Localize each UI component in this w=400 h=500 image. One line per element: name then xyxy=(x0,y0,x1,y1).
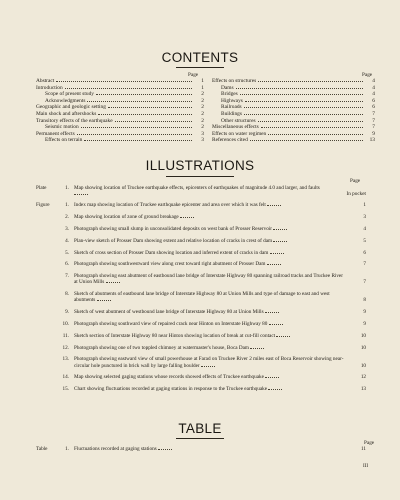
toc-entry-page: 3 xyxy=(201,130,204,137)
toc-entry-title: Miscellaneous effects xyxy=(212,124,259,131)
toc-entry xyxy=(212,85,375,92)
illustration-entry xyxy=(36,446,366,452)
illustration-entry xyxy=(36,386,366,392)
entry-type-label: Plate xyxy=(36,185,47,191)
toc-entry-title: Scope of present study xyxy=(45,91,94,98)
toc-leader-dots xyxy=(258,121,363,122)
illustration-entry xyxy=(36,273,366,285)
toc-entry-title: Transitory effects of the earthquake xyxy=(36,117,113,124)
toc-leader-dots xyxy=(261,127,363,128)
toc-leader-dots xyxy=(245,101,363,102)
toc-leader-dots xyxy=(65,88,192,89)
contents-rule xyxy=(176,67,224,68)
caption-leader-dots xyxy=(201,363,215,367)
caption-leader-dots xyxy=(267,202,281,206)
illustration-entry xyxy=(36,356,366,368)
entry-page: 4 xyxy=(363,226,366,232)
illustrations-rule xyxy=(166,176,234,177)
entry-number: 4. xyxy=(65,237,69,244)
illustration-entry xyxy=(36,226,366,232)
entry-number: 7. xyxy=(65,273,69,280)
entry-type-label xyxy=(36,238,59,244)
entry-page: 1 xyxy=(363,202,366,209)
toc-entry-title: Effects on structures xyxy=(212,78,257,84)
entry-caption: Plan-view sketch of Prosser Dam showing extent and relative location of cracks in crest of dam xyxy=(74,238,366,244)
toc-leader-dots xyxy=(81,127,192,128)
illustration-entry xyxy=(36,238,366,244)
entry-page: 8 xyxy=(363,297,366,304)
toc-entry-page: 4 xyxy=(372,91,375,98)
caption-leader-dots xyxy=(268,386,282,390)
entry-caption: Fluctuations recorded at gaging stations xyxy=(74,446,366,452)
entry-number: 1. xyxy=(65,185,69,191)
illustration-entry xyxy=(36,250,366,256)
entry-caption: Map showing location of zone of ground breakage xyxy=(74,214,366,220)
entry-page: 12 xyxy=(360,374,366,381)
toc-entry xyxy=(212,104,375,111)
toc-entry-page: 1 xyxy=(201,84,204,91)
entry-number: 8. xyxy=(65,291,69,298)
entry-number: 12. xyxy=(62,344,69,351)
illustrations-heading: ILLUSTRATIONS xyxy=(145,158,255,173)
entry-type-label xyxy=(36,374,59,380)
entry-caption: Chart showing fluctuations recorded at gaging stations in response to the Truckee earthquake xyxy=(74,386,366,392)
toc-entry-page: 2 xyxy=(201,117,204,124)
toc-entry-title: Introduction xyxy=(36,84,63,91)
toc-entry-title: Effects on terrain xyxy=(45,137,83,144)
toc-entry-title: Buildings xyxy=(221,110,242,117)
illustration-entry xyxy=(36,321,366,327)
illustration-entry xyxy=(36,291,366,303)
illustration-entry xyxy=(36,202,366,208)
entry-page: 10 xyxy=(360,344,366,351)
toc-leader-dots xyxy=(84,140,192,141)
toc-entry-title: Highways xyxy=(221,97,243,104)
toc-entry-title: Effects on water regimen xyxy=(212,130,267,137)
entry-type-label xyxy=(36,250,59,256)
toc-entry xyxy=(36,98,204,105)
entry-page: 10 xyxy=(360,362,366,369)
caption-leader-dots xyxy=(273,238,287,242)
entry-type-label: Table xyxy=(36,446,48,452)
toc-entry-title: Seismic motion xyxy=(45,124,79,131)
entry-type-label xyxy=(36,309,59,315)
caption-leader-dots xyxy=(97,297,111,301)
entry-caption: Sketch of cross section of Prosser Dam showing location and inferred extent of cracks in dam xyxy=(74,250,366,256)
caption-leader-dots xyxy=(74,191,88,195)
contents-left-column xyxy=(36,78,204,144)
toc-entry-title: Abstract xyxy=(36,78,55,84)
toc-entry xyxy=(36,78,204,85)
entry-number: 6. xyxy=(65,261,69,268)
toc-entry-title: Railroads xyxy=(221,104,242,111)
toc-leader-dots xyxy=(87,101,192,102)
entry-page: 10 xyxy=(360,332,366,339)
toc-entry-title: Main shock and aftershocks xyxy=(36,110,97,117)
toc-entry-page: 2 xyxy=(201,110,204,117)
entry-type-label xyxy=(36,386,59,392)
toc-entry-page: 4 xyxy=(372,78,375,84)
entry-type-label: Figure xyxy=(36,202,50,209)
illustration-entry xyxy=(36,214,366,220)
toc-entry-page: 7 xyxy=(372,110,375,117)
toc-entry xyxy=(36,111,204,118)
toc-entry-page: 1 xyxy=(201,78,204,84)
caption-leader-dots xyxy=(106,279,120,283)
entry-page: 7 xyxy=(363,279,366,286)
illustration-entry xyxy=(36,185,366,197)
illustrations-page-label: Page xyxy=(350,178,361,184)
entry-page: 3 xyxy=(363,214,366,221)
table-page-label: Page xyxy=(364,440,375,446)
entry-type-label xyxy=(36,291,59,303)
toc-leader-dots xyxy=(108,107,192,108)
entry-number: 1. xyxy=(65,446,69,452)
caption-leader-dots xyxy=(269,321,283,325)
toc-leader-dots xyxy=(115,121,192,122)
toc-entry-title: Permanent effects xyxy=(36,130,75,137)
toc-leader-dots xyxy=(240,94,363,95)
entry-number: 2. xyxy=(65,214,69,221)
toc-leader-dots xyxy=(258,81,363,82)
entry-type-label xyxy=(36,356,59,368)
toc-entry-page: 3 xyxy=(201,137,204,144)
toc-entry-page: 13 xyxy=(369,137,375,144)
toc-entry-page: 6 xyxy=(372,97,375,104)
caption-leader-dots xyxy=(265,374,279,378)
entry-caption: Map showing location of Truckee earthquake effects, epicenters of earthquakes of magnitude 4.0 and larger, and faults xyxy=(74,185,366,197)
table-rule xyxy=(176,438,224,439)
toc-entry xyxy=(212,124,375,131)
toc-entry-page: 7 xyxy=(372,117,375,124)
entry-type-label xyxy=(36,321,59,327)
toc-entry xyxy=(36,91,204,98)
caption-leader-dots xyxy=(267,261,281,265)
entry-caption: Sketch of west abutment of westbound lane bridge of Interstate Highway 80 at Union Mills xyxy=(74,309,366,315)
contents-right-page-label: Page xyxy=(362,72,373,78)
entry-type-label xyxy=(36,273,59,285)
entry-number: 1. xyxy=(65,202,69,209)
table-heading: TABLE xyxy=(178,421,222,436)
toc-leader-dots xyxy=(236,88,363,89)
toc-entry-title: Geographic and geologic setting xyxy=(36,104,106,111)
toc-entry xyxy=(36,137,204,144)
toc-entry-title: Acknowledgments xyxy=(45,97,86,104)
toc-leader-dots xyxy=(96,94,192,95)
illustration-entry xyxy=(36,261,366,267)
entry-page: 13 xyxy=(360,386,366,393)
contents-heading: CONTENTS xyxy=(161,50,239,65)
toc-leader-dots xyxy=(98,114,192,115)
toc-entry-page: 9 xyxy=(372,130,375,137)
entry-number: 9. xyxy=(65,309,69,316)
toc-leader-dots xyxy=(250,140,363,141)
entry-caption: Index map showing location of Truckee earthquake epicenter and area over which it was felt xyxy=(74,202,366,208)
toc-entry xyxy=(36,124,204,131)
toc-leader-dots xyxy=(244,107,363,108)
entry-number: 13. xyxy=(62,356,69,363)
toc-entry-page: 2 xyxy=(201,91,204,98)
caption-leader-dots xyxy=(273,226,287,230)
entry-page: 7 xyxy=(363,261,366,268)
entry-caption: Photograph showing eastward view of small powerhouse at Farad on Truckee River 2 miles east of Boca Reservoir showing near-circular hole punctured in brick wall by large falling boulder xyxy=(74,356,344,369)
entry-caption: Map showing selected gaging stations whose records showed effects of Truckee earthquake xyxy=(74,374,366,380)
entry-caption: Sketch of abutments of eastbound lane bridge of Interstate Highway 80 at Union Mills and type of damage to east and west abutments xyxy=(74,291,330,304)
entry-caption: Sketch section of Interstate Highway 80 near Hinton showing location of break at cut-fill contact xyxy=(74,333,366,339)
toc-entry xyxy=(36,104,204,111)
toc-leader-dots xyxy=(77,134,192,135)
entry-number: 10. xyxy=(62,320,69,327)
entry-caption: Photograph showing small slump in unconsolidated deposits on west bank of Prosser Reservoir xyxy=(74,226,366,232)
entry-number: 15. xyxy=(62,386,69,393)
toc-entry xyxy=(212,137,375,144)
toc-entry-title: References cited xyxy=(212,137,248,144)
toc-entry-page: 6 xyxy=(372,104,375,111)
illustration-entry xyxy=(36,333,366,339)
toc-leader-dots xyxy=(56,81,192,82)
contents-left-page-label: Page xyxy=(188,72,199,78)
toc-entry-page: 2 xyxy=(201,124,204,131)
toc-entry-title: Dams xyxy=(221,84,234,91)
entry-caption: Photograph showing southwestward view along crest toward right abutment of Prosser Dam xyxy=(74,261,366,267)
entry-page: 9 xyxy=(363,309,366,316)
toc-entry-title: Other structures xyxy=(221,117,256,124)
entry-page: 6 xyxy=(363,249,366,256)
toc-leader-dots xyxy=(268,134,363,135)
toc-entry xyxy=(212,111,375,118)
entry-number: 14. xyxy=(62,374,69,381)
entry-caption: Photograph showing southward view of repaired crack near Hinton on Interstate Highway 80 xyxy=(74,321,366,327)
entry-caption: Photograph showing east abutment of eastbound lane bridge of Interstate Highway 80 spanning railroad tracks and Truckee River at Union Mills xyxy=(74,273,343,286)
entry-number: 11. xyxy=(62,332,69,339)
entry-page: 9 xyxy=(363,320,366,327)
toc-entry xyxy=(212,98,375,105)
entry-number: 5. xyxy=(65,249,69,256)
illustration-entry xyxy=(36,345,366,351)
table-list xyxy=(36,446,366,452)
entry-page: 11 xyxy=(361,446,366,452)
toc-entry-page: 2 xyxy=(201,104,204,111)
caption-leader-dots xyxy=(265,309,279,313)
page-number: III xyxy=(363,464,368,469)
toc-entry-title: Bridges xyxy=(221,91,238,98)
entry-type-label xyxy=(36,226,59,232)
illustrations-list xyxy=(36,185,366,398)
entry-type-label xyxy=(36,214,59,220)
toc-entry-page: 4 xyxy=(372,84,375,91)
illustration-entry xyxy=(36,309,366,315)
entry-page: 5 xyxy=(363,237,366,244)
caption-leader-dots xyxy=(270,250,284,254)
illustration-entry xyxy=(36,374,366,380)
toc-entry xyxy=(36,118,204,125)
caption-leader-dots xyxy=(276,333,290,337)
toc-leader-dots xyxy=(244,114,363,115)
caption-leader-dots xyxy=(250,345,264,349)
plate-page: In pocket xyxy=(346,191,366,198)
entry-caption: Photograph showing one of two toppled chimney at watermaster's house, Boca Dam xyxy=(74,345,366,351)
contents-right-column xyxy=(212,78,375,144)
toc-entry xyxy=(212,78,375,85)
toc-entry-page: 2 xyxy=(201,97,204,104)
toc-entry-page: 7 xyxy=(372,124,375,131)
entry-type-label xyxy=(36,261,59,267)
entry-number: 3. xyxy=(65,226,69,232)
entry-type-label xyxy=(36,333,59,339)
caption-leader-dots xyxy=(180,214,194,218)
caption-leader-dots xyxy=(158,446,172,450)
entry-type-label xyxy=(36,345,59,351)
toc-entry xyxy=(212,91,375,98)
